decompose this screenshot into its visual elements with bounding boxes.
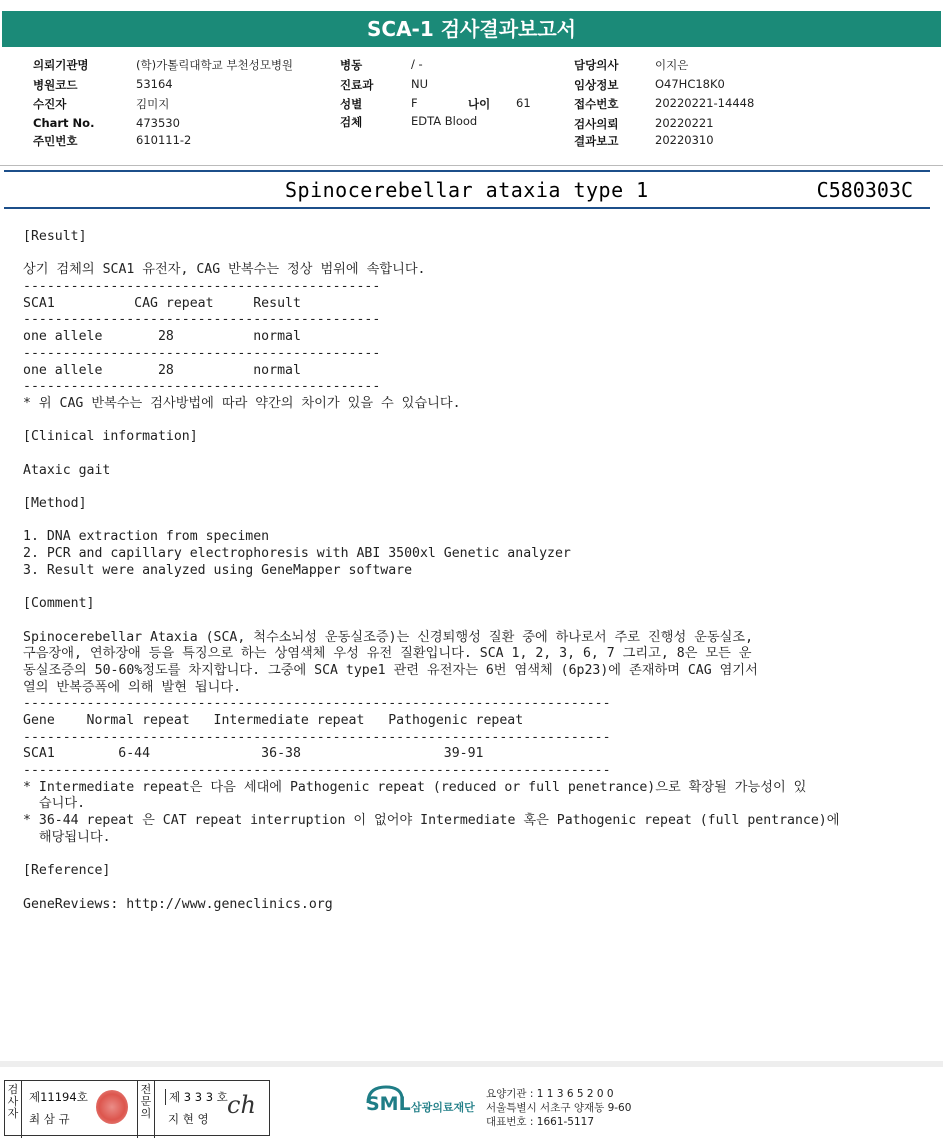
label-sex: 성별 [340, 97, 363, 111]
report-line: 2. PCR and capillary electrophoresis with ABI 3500xl Genetic analyzer [23, 546, 571, 562]
report-line [23, 246, 923, 263]
section-heading: [Result] [23, 229, 87, 244]
table-rule: --------------------------------------------- [23, 312, 381, 328]
signature-box [4, 1080, 270, 1136]
signature-icon: ch [227, 1091, 256, 1119]
table-rule: -------------------------------------------------------------------------- [23, 696, 611, 712]
value-age: 61 [516, 96, 531, 110]
value-physician: 이지은 [655, 58, 689, 72]
report-line: * 36-44 repeat 은 CAT repeat interruption 이 없어야 Intermediate 혹은 Pathogenic repeat (full pentrance)에 [23, 813, 840, 829]
report-line: Gene Normal repeat Intermediate repeat Pathogenic repeat [23, 712, 524, 728]
value-report-date: 20220310 [655, 133, 714, 147]
inspector-license-no: 제11194호 [29, 1090, 88, 1104]
inspector-label: 검사자 [5, 1081, 22, 1138]
report-line: 동실조증의 50-60%정도를 차지합니다. 그중에 SCA type1 관련 유전자는 6번 염색체 (6p23)에 존재하며 CAG 염기서 [23, 662, 758, 678]
org-contact [486, 1087, 631, 1129]
header-divider [0, 165, 943, 166]
report-line: 3. Result were analyzed using GeneMapper software [23, 562, 413, 578]
report-line [23, 446, 923, 463]
value-request-date: 20220221 [655, 116, 714, 130]
label-age: 나이 [468, 97, 491, 111]
test-code: C580303C [816, 178, 913, 202]
value-hospital-code: 53164 [136, 77, 173, 91]
report-line: 습니다. [23, 796, 86, 812]
section-heading: [Reference] [23, 863, 111, 879]
report-line: SCA1 CAG repeat Result [23, 295, 301, 311]
report-line: Ataxic gait [23, 462, 111, 478]
test-name: Spinocerebellar ataxia type 1 [285, 178, 649, 202]
report-line [23, 513, 923, 530]
value-department: NU [411, 77, 429, 91]
report-line: * Intermediate repeat은 다음 세대에 Pathogenic repeat (reduced or full penetrance)으로 확장될 가능성이 있 [23, 779, 807, 795]
org-name: 삼광의료재단 [411, 1101, 475, 1114]
label-ward: 병동 [340, 58, 363, 72]
care-institution-no: 요양기관 : 1 1 3 6 5 2 0 0 [486, 1088, 614, 1100]
value-clinical-info: O47HC18K0 [655, 77, 725, 91]
inspector-name: 최 삼 규 [29, 1112, 70, 1126]
report-line: * 위 CAG 반복수는 검사방법에 따라 약간의 차이가 있을 수 있습니다. [23, 395, 461, 411]
specialist-license-no: 제 3 3 3 호 [165, 1089, 228, 1105]
report-line: 1. DNA extraction from specimen [23, 529, 270, 545]
report-line: one allele 28 normal [23, 329, 301, 345]
label-chart-no: Chart No. [33, 116, 95, 130]
report-line: GeneReviews: http://www.geneclinics.org [23, 896, 333, 912]
value-requesting-org: (학)가톨릭대학교 부천성모병원 [136, 58, 294, 72]
phone-number: 대표번호 : 1661-5117 [486, 1116, 595, 1128]
value-ward: / - [411, 57, 423, 71]
label-hospital-code: 병원코드 [33, 78, 78, 92]
label-requesting-org: 의뢰기관명 [33, 58, 89, 72]
table-rule: --------------------------------------------- [23, 279, 381, 295]
patient-info-header [0, 55, 943, 155]
value-specimen: EDTA Blood [411, 114, 478, 128]
value-receipt-no: 20220221-14448 [655, 96, 755, 110]
table-rule: -------------------------------------------------------------------------- [23, 763, 611, 778]
footer [0, 1061, 943, 1145]
label-patient: 수진자 [33, 97, 67, 111]
label-department: 진료과 [340, 78, 374, 92]
label-clinical-info: 임상정보 [574, 78, 619, 92]
section-heading: [Method] [23, 496, 87, 511]
report-line: 상기 검체의 SCA1 유전자, CAG 반복수는 정상 범위에 속합니다. [23, 262, 426, 278]
report-line [23, 880, 923, 897]
report-line [23, 613, 923, 630]
report-line: 열의 반복증폭에 의해 발현 됩니다. [23, 679, 242, 695]
section-heading: [Clinical information] [23, 429, 198, 445]
report-line [23, 479, 923, 496]
value-sex: F [411, 96, 418, 110]
report-line: one allele 28 normal [23, 362, 301, 378]
label-report-date: 결과보고 [574, 134, 619, 148]
sml-logo-text: SML [366, 1093, 411, 1115]
label-specimen: 검체 [340, 115, 363, 129]
table-rule: --------------------------------------------- [23, 345, 381, 361]
official-seal-icon [96, 1090, 128, 1124]
value-chart-no: 473530 [136, 116, 180, 130]
title-rule-bottom [4, 207, 930, 209]
specialist-name: 지 현 영 [168, 1112, 209, 1126]
label-resident-no: 주민번호 [33, 134, 78, 148]
title-rule-top [4, 170, 930, 172]
org-address: 서울특별시 서초구 양재동 9-60 [486, 1102, 632, 1114]
report-line: Spinocerebellar Ataxia (SCA, 척수소뇌성 운동실조증)는 신경퇴행성 질환 중에 하나로서 주로 진행성 운동실조, [23, 629, 754, 645]
value-patient: 김미지 [136, 97, 170, 111]
report-line [23, 579, 923, 596]
report-line: 해당됩니다. [23, 829, 111, 845]
section-heading: [Comment] [23, 596, 95, 612]
report-line [23, 846, 923, 863]
label-physician: 담당의사 [574, 58, 619, 72]
specialist-label: 전문의 [137, 1081, 155, 1138]
report-line: 구음장애, 연하장애 등을 특징으로 하는 상염색체 우성 유전 질환입니다. SCA 1, 2, 3, 6, 7 그리고, 8은 모든 운 [23, 646, 752, 662]
report-line: SCA1 6-44 36-38 39-91 [23, 746, 484, 762]
report-line [23, 413, 923, 430]
label-receipt-no: 접수번호 [574, 97, 619, 111]
value-resident-no: 610111-2 [136, 133, 192, 147]
table-rule: --------------------------------------------- [23, 379, 381, 395]
report-title: SCA-1 검사결과보고서 [2, 11, 941, 47]
report-body [23, 229, 923, 913]
table-rule: -------------------------------------------------------------------------- [23, 729, 611, 745]
label-request-date: 검사의뢰 [574, 117, 619, 131]
